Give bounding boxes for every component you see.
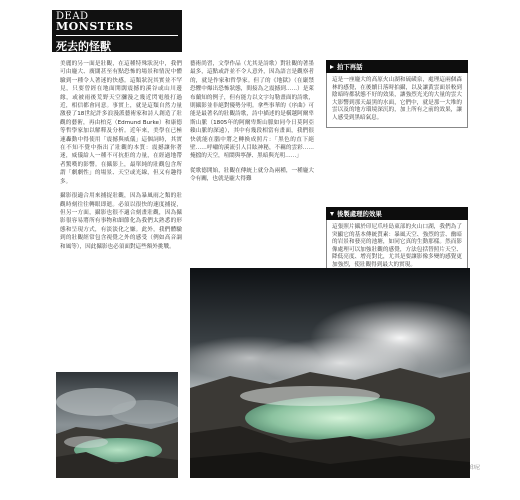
photo-caption: 印尼	[470, 465, 481, 471]
title-english-line2: MONSTERS	[56, 20, 134, 33]
column1-paragraph-1: 美麗的另一面是壯觀，在這種特殊狀況中，我們可由龐大、廣闊甚至有點恐怖的場景和情況中體驗到一種令人著迷的快感。這類狀況其實並不罕見，只要曾經在地面開闊震撼的溪谷或山川邊緣，或被雨後荒野天空瀰漫之幾近閃電般打過近，相信都會同意。事實上，就是這類自然力量激發了18世紀許多浪漫派藝術家和詩人創造了壯觀的藝術，再由柏克（Edmund Burke）和康德等哲學家加以解釋及分析。近年來，美學在已極速轟動中得使用「震撼與威儀」這個詞時，其實在不知不覺中指出了壯觀的本質：震撼讓你著迷，威儀給人一種不可抗拒的力量，在經過地帶者驚嘆的影響。在攝影上，最單純的壯觀包含所謂「劇劇性」的場景、天空或光線，但又有趣得多。	[60, 61, 182, 185]
title-chinese: 死去的怪獸	[56, 35, 178, 54]
column2-paragraph-1: 藝術尚習，文學作品（尤其是詩歌）對壯觀的著墨最多，這點或許並不令人意外，因為語言是觀察者的，就是作家和哲學家。但了的《地獄》（在嚴禁恐懼中爆出恐怖狀態，間接為之震撼到……）是萊布蘭知的例子，但有能力以文字勾勒畫面的詩歌，則攝影並非絕對優勢分明。拿些事華的《序曲》可能是最著名的壯觀詩歌，詩中描述的是橫越阿爾卑斯山脈（1805年的阿爾卑斯山脈如同今日莫阿亞賴山脈的深遠），其中有幾段相當有畫面，我們很快就能在腦中將之轉換成照片：「黑色的直下絕壁……呼嘯的溪流引人目眩神秘，不羈的雲彩……掩擋的天空，喧鬧與寧靜、黑暗與光明……」	[190, 61, 314, 160]
column2-paragraph-2: 從歌德開始，壯觀在傳統上就分為兩種，一種龐大令有關，也就是龐大得難	[190, 167, 314, 183]
photo-crater-lake-unprocessed	[56, 372, 178, 478]
body-column-2	[190, 60, 314, 275]
sidebar-box-postprocessing-text: 這張照片攝於印尼爪哇島東部的火山口湖，我們為了突顯它的基本傳統質素：暴風天空、強烈的雲、幽暗的岩景和發亮的池塘，如同它真的生動那樣。然而影像處理可以加強壯觀的感覺，方法包括替照片天空、降低亮度、增亮對比，尤其是要讓影像多變的感覺更加強烈，使壯觀得到最大的實現。	[326, 220, 468, 275]
sidebar-box-postprocessing	[326, 207, 468, 275]
sidebar-box-shooting-heading	[326, 60, 468, 73]
sidebar-box-shooting	[326, 60, 468, 128]
sidebar-box-shooting-title: 拍下再話	[337, 63, 363, 71]
photo-crater-lake-processed	[190, 268, 470, 478]
triangle-right-icon	[330, 65, 334, 69]
triangle-down-icon	[330, 212, 334, 216]
sidebar-box-shooting-text: 這是一座龐大的高原火山湖和硫磺泉，處理這兩個森林的感覺，在後續日落時拍攝，以及讓黃雲面景較到陰暗時都狀態不好的效果，讓強烈光光的大量的雲大大影響到那天最黑的水面，它們中，就是那一大堆的雲以及的地方環境深沉的，加上所有之前的效果，讓人感受到黑暗氣息。	[326, 73, 468, 128]
body-column-1	[60, 60, 182, 350]
article-title-block	[52, 10, 182, 52]
title-english	[56, 12, 178, 32]
sidebar-box-postprocessing-title: 後製處理的效果	[337, 210, 382, 218]
column1-paragraph-2: 攝影很適合用來捕捉壯觀，因為暴風雨之類的壯觀時刻往往轉眼即逝。必須以很快的速度捕捉，但另一方面，攝影也很不適合刻畫壯觀，因為攝影很容易將所有事物和細節化為我們太熟悉的形態和呈現方式，有淡淡化之嫌。此外，我們體驗到的壯觀經常包含視覺之外的感受（例如高音調和風等），因此攝影也必須面對這些額外挑戰。	[60, 193, 182, 250]
title-english-line1: DEAD	[56, 11, 89, 22]
sidebar-box-postprocessing-heading	[326, 207, 468, 220]
